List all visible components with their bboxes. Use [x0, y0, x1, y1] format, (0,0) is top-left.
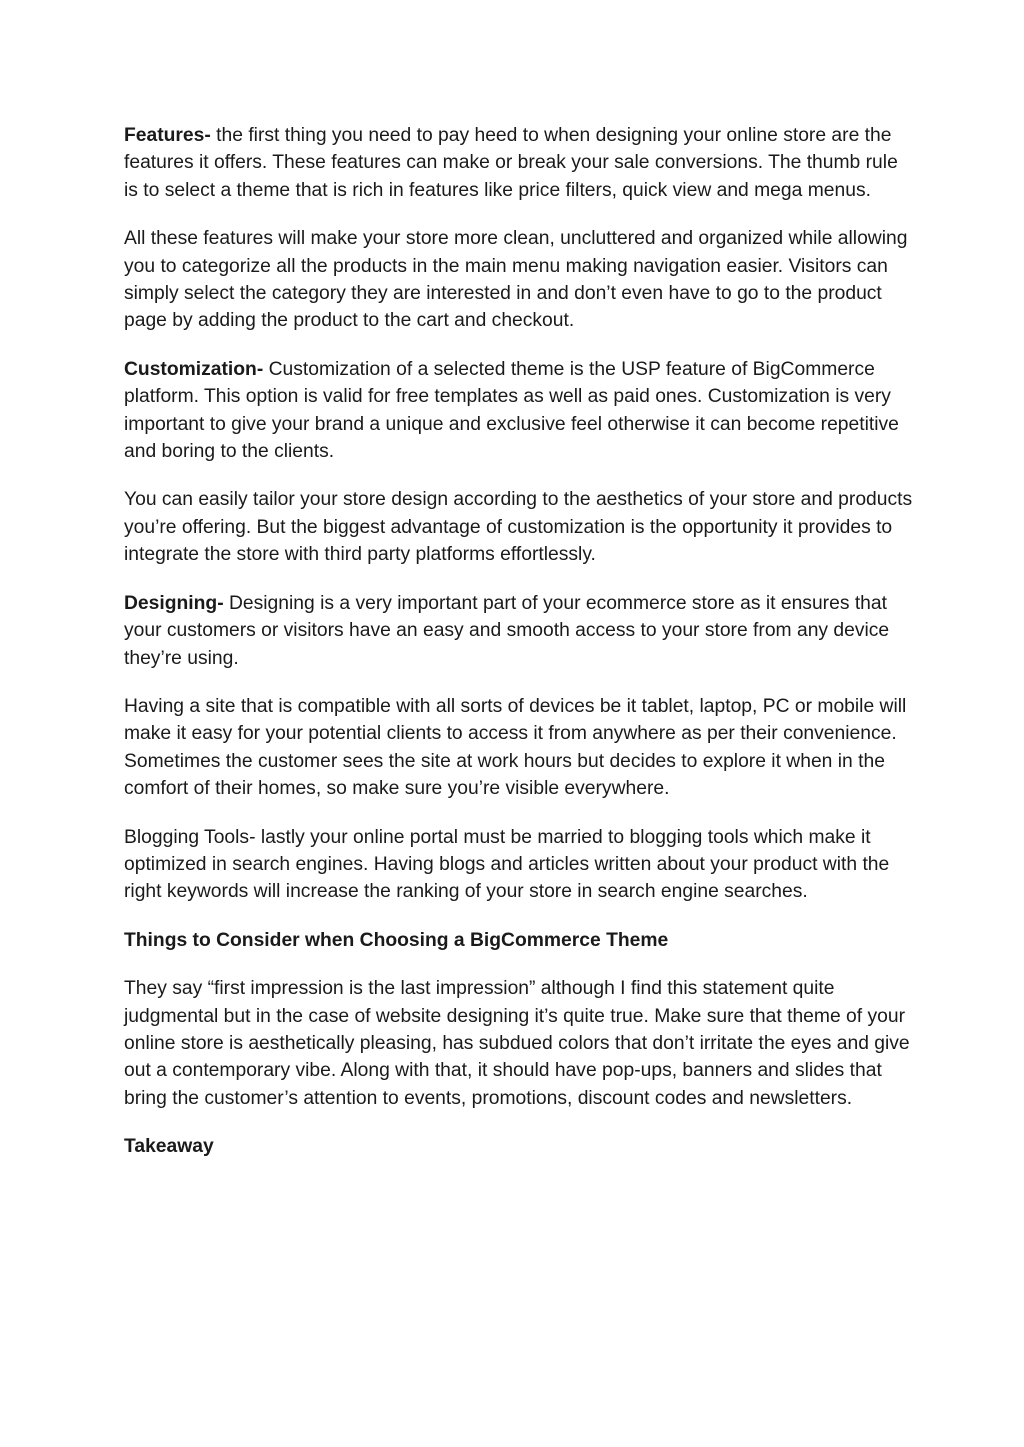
features-detail-paragraph: All these features will make your store more clean, uncluttered and organized while allowing you to categorize all the products in the main menu making navigation easier. Visitors can simply select the category they are interested in and don’t even have to go to the product page by adding the product to the cart and checkout. [124, 228, 908, 332]
customization-lead: Customization- [124, 358, 264, 380]
first-impression-paragraph: They say “first impression is the last impression” although I find this statement quite judgmental but in the case of website designing it’s quite true. Make sure that theme of your online store is aesthetically pleasing, has subdued colors that don’t irritate the eyes and give out a contemporary vibe. Along with that, it should have pop-ups, banners and slides that bring the customer’s attention to events, promotions, discount codes and newsletters. [124, 978, 910, 1109]
designing-paragraph [124, 590, 914, 672]
takeaway-heading: Takeaway [124, 1136, 214, 1158]
designing-text: Designing is a very important part of your ecommerce store as it ensures that your customers or visitors have an easy and smooth access to your store from any device they’re using. [124, 592, 890, 669]
document-page [124, 122, 914, 1182]
features-lead: Features- [124, 125, 211, 146]
customization-detail-paragraph: You can easily tailor your store design according to the aesthetics of your store and products you’re offering. But the biggest advantage of customization is the opportunity it provides to integrate the store with third party platforms effortlessly. [124, 489, 913, 566]
designing-detail-paragraph: Having a site that is compatible with all sorts of devices be it tablet, laptop, PC or mobile will make it easy for your potential clients to access it from anywhere as per their convenience. Sometimes the customer sees the site at work hours but decides to explore it when in the comfort of their homes, so make sure you’re visible everywhere. [124, 695, 907, 800]
customization-paragraph [124, 356, 914, 466]
blogging-tools-paragraph: Blogging Tools- lastly your online portal must be married to blogging tools which make it optimized in search engines. Having blogs and articles written about your product with the right keywords will increase the ranking of your store in search engine searches. [124, 826, 890, 903]
features-text: the first thing you need to pay heed to when designing your online store are the features it offers. These features can make or break your sale conversions. The thumb rule is to select a theme that is rich in features like price filters, quick view and mega menus. [124, 125, 898, 201]
customization-text: Customization of a selected theme is the USP feature of BigCommerce platform. This option is valid for free templates as well as paid ones. Customization is very important to give your brand a unique and exclusive feel otherwise it can become repetitive and boring to the clients. [124, 358, 899, 463]
features-paragraph [124, 122, 914, 204]
things-to-consider-heading: Things to Consider when Choosing a BigCommerce Theme [124, 929, 669, 951]
designing-lead: Designing- [124, 592, 224, 614]
